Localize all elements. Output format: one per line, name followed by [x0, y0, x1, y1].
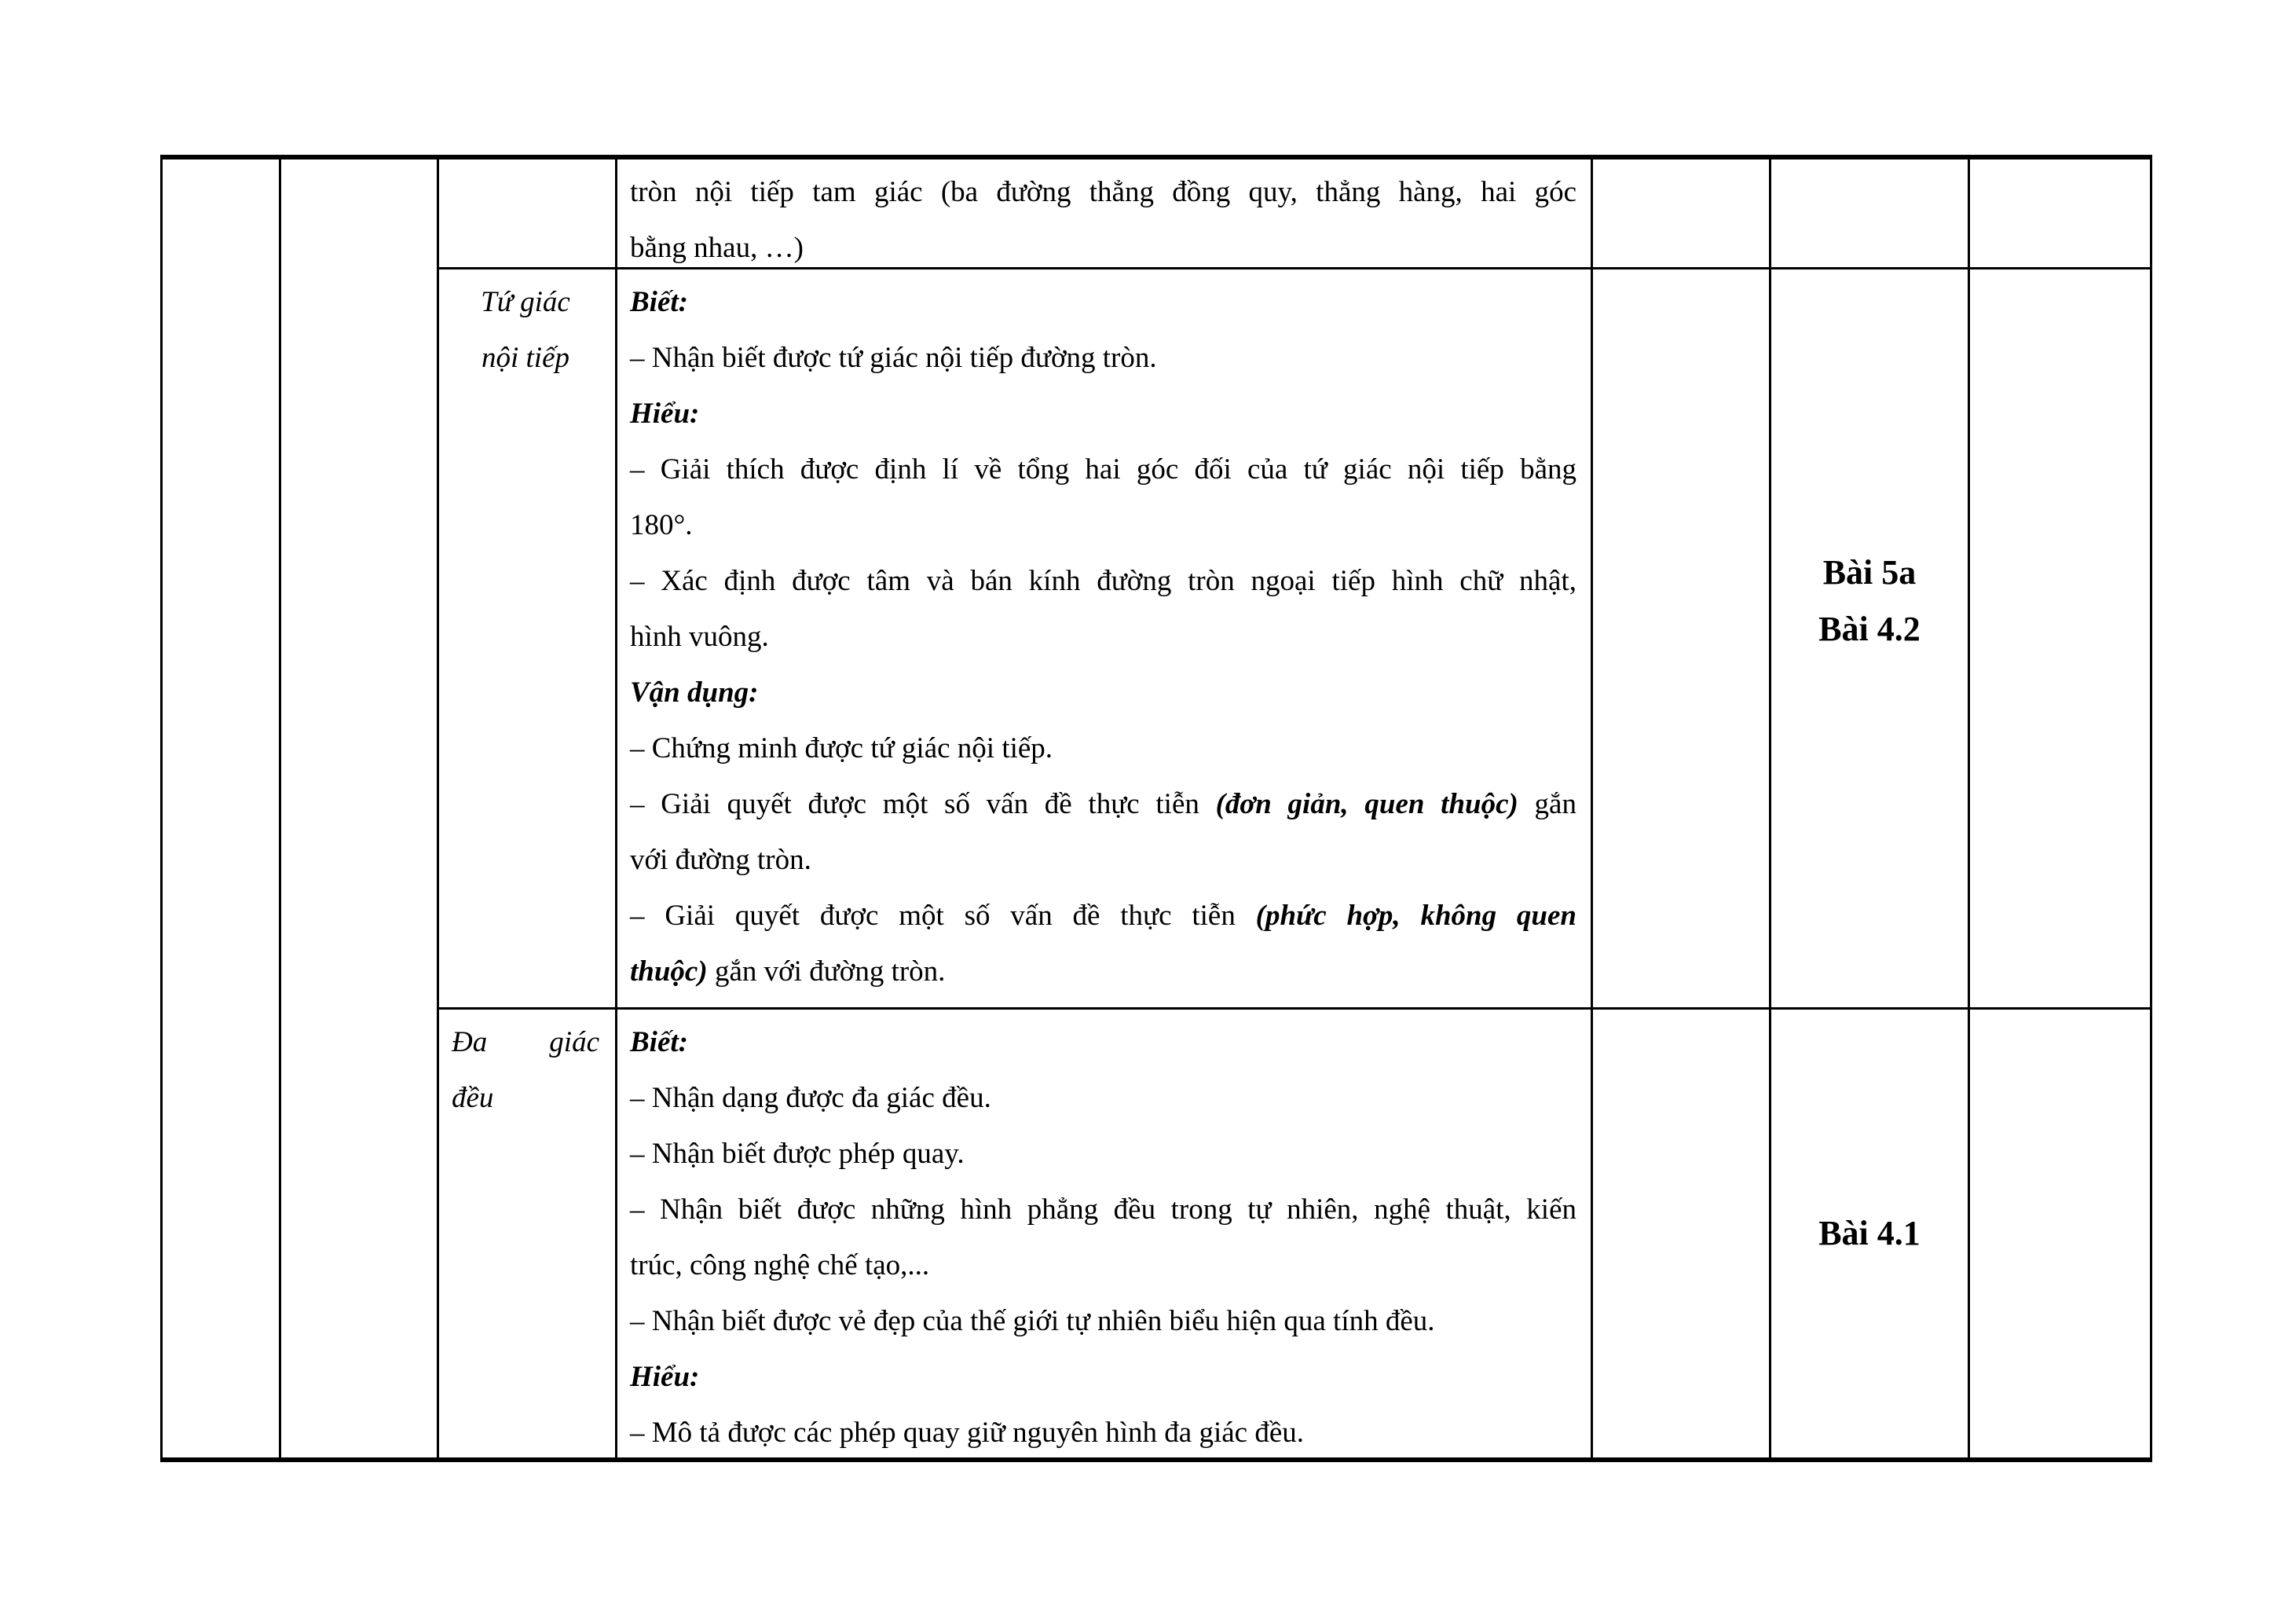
objective-text-segment: – Xác định được tâm và bán kính đường tròn ngoại tiếp hình chữ nhật,	[630, 565, 1576, 597]
objectives-cell	[617, 159, 1593, 269]
objective-emphasis-segment: Vận dụng:	[630, 676, 759, 709]
objective-line	[630, 220, 1576, 269]
objective-line	[630, 1293, 1576, 1349]
objective-text-segment: hình vuông.	[630, 621, 769, 653]
left-spanner-column-1	[163, 159, 281, 1457]
lesson-ref-label: Bài 5a	[1822, 552, 1917, 592]
objective-text-segment: với đường tròn.	[630, 844, 811, 876]
empty-cell	[1593, 1010, 1771, 1457]
objective-text-segment: gắn	[1518, 788, 1576, 820]
objective-line	[630, 386, 1576, 442]
objective-line	[630, 164, 1576, 220]
objective-text-segment: bằng nhau, …)	[630, 232, 804, 264]
empty-cell	[1970, 159, 2150, 269]
empty-cell	[1593, 269, 1771, 1010]
objective-line	[630, 274, 1576, 330]
objective-emphasis-segment: thuộc)	[630, 955, 708, 988]
objective-line	[630, 1070, 1576, 1126]
objective-line	[630, 665, 1576, 720]
lesson-refs-cell	[1771, 159, 1970, 269]
objective-line	[630, 330, 1576, 386]
objective-line	[630, 1126, 1576, 1182]
lesson-refs-cell	[1771, 1010, 1970, 1457]
objective-text-segment: – Giải quyết được một số vấn đề thực tiễn	[630, 788, 1216, 820]
empty-cell	[1970, 269, 2150, 1010]
objective-emphasis-segment: Biết:	[630, 1026, 688, 1058]
objective-line	[630, 1182, 1576, 1237]
topic-line: nội tiếp	[481, 342, 569, 374]
lesson-refs-box	[1771, 544, 1968, 658]
objective-text-segment: – Giải quyết được một số vấn đề thực tiễn	[630, 900, 1256, 932]
objective-line	[630, 497, 1576, 553]
objective-text-segment: – Nhận biết được phép quay.	[630, 1138, 965, 1170]
topic-cell	[439, 159, 617, 269]
empty-cell	[1970, 1010, 2150, 1457]
objective-text-segment: gắn với đường tròn.	[707, 955, 946, 988]
lesson-ref-label: Bài 4.1	[1818, 1214, 1921, 1252]
objective-line	[630, 1014, 1576, 1070]
objective-line	[630, 553, 1576, 609]
lesson-ref-label: Bài 4.2	[1818, 609, 1921, 648]
left-spanner-column-2	[281, 159, 439, 1457]
objective-emphasis-segment: Hiểu:	[630, 398, 700, 430]
objective-line	[630, 609, 1576, 665]
objective-emphasis-segment: (đơn giản, quen thuộc)	[1215, 788, 1518, 820]
objective-emphasis-segment: (phức hợp, không quen	[1255, 900, 1576, 932]
objective-text-segment: tròn nội tiếp tam giác (ba đường thẳng đồng quy, thẳng hàng, hai góc	[630, 176, 1576, 208]
objective-text-segment: – Nhận biết được vẻ đẹp của thế giới tự nhiên biểu hiện qua tính đều.	[630, 1305, 1435, 1337]
objective-text-segment: – Chứng minh được tứ giác nội tiếp.	[630, 732, 1053, 764]
empty-cell	[1593, 159, 1771, 269]
objective-line	[630, 1405, 1576, 1457]
lesson-refs-box	[1771, 1205, 1968, 1262]
objectives-cell	[617, 269, 1593, 1010]
objective-text-segment: – Nhận biết được tứ giác nội tiếp đường tròn.	[630, 342, 1157, 374]
objective-text-segment: – Mô tả được các phép quay giữ nguyên hình đa giác đều.	[630, 1417, 1305, 1449]
objective-emphasis-segment: Hiểu:	[630, 1361, 700, 1393]
objective-line	[630, 832, 1576, 888]
objective-text-segment: trúc, công nghệ chế tạo,...	[630, 1249, 930, 1281]
objective-line	[630, 1237, 1576, 1293]
objective-line	[630, 944, 1576, 999]
curriculum-table	[160, 155, 2152, 1462]
objective-text-segment: 180°.	[630, 509, 693, 541]
objective-line	[630, 776, 1576, 832]
objective-line	[630, 442, 1576, 497]
objective-text-segment: – Nhận biết được những hình phẳng đều trong tự nhiên, nghệ thuật, kiến	[630, 1193, 1576, 1226]
objective-line	[630, 888, 1576, 944]
objective-line	[630, 1349, 1576, 1405]
topic-line: Tứ giác	[481, 286, 570, 318]
objective-text-segment: – Nhận dạng được đa giác đều.	[630, 1082, 991, 1114]
objective-text-segment: – Giải thích được định lí về tổng hai góc đối của tứ giác nội tiếp bằng	[630, 453, 1576, 486]
topic-line: đều	[452, 1082, 494, 1114]
objective-emphasis-segment: Biết:	[630, 286, 688, 318]
topic-line: Đa giác	[452, 1026, 599, 1058]
topic-cell	[439, 1010, 617, 1457]
objective-line	[630, 720, 1576, 776]
topic-cell	[439, 269, 617, 1010]
objectives-cell	[617, 1010, 1593, 1457]
lesson-refs-cell	[1771, 269, 1970, 1010]
